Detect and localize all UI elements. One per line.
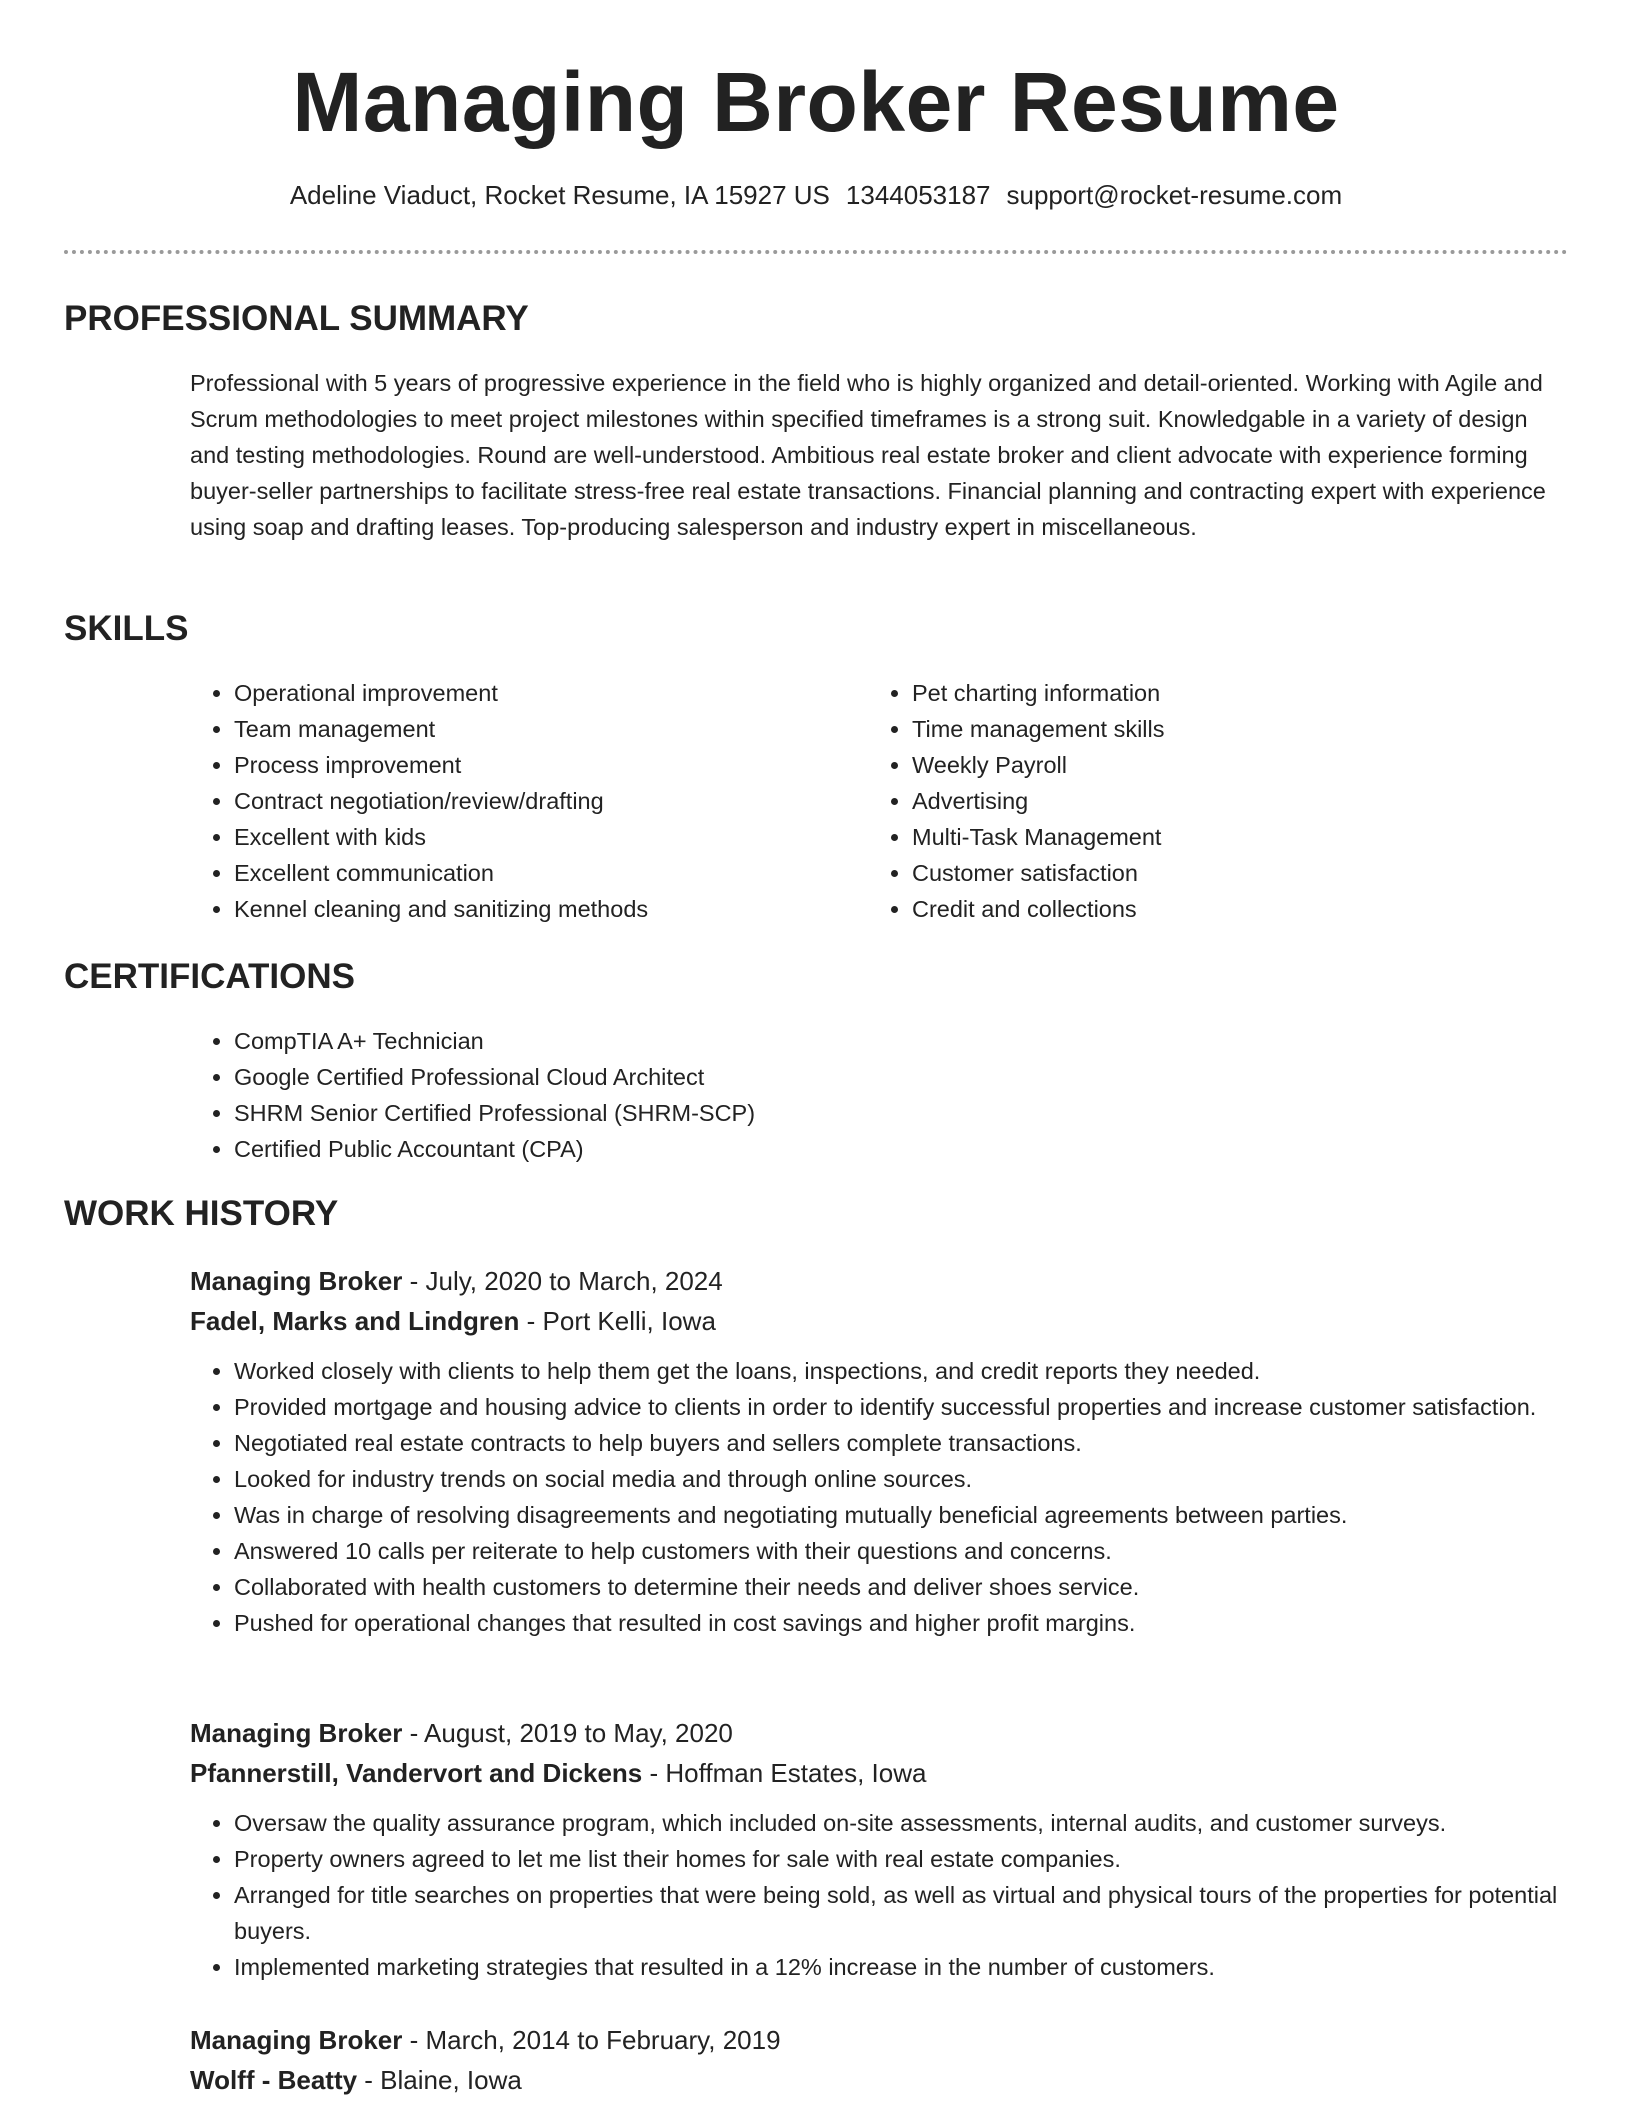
job-title: Managing Broker [190,2025,403,2055]
job-bullet: • Negotiated real estate contracts to help buyers and sellers complete transactions. [234,1425,1570,1461]
skill-item: • Multi-Task Management [912,819,1508,855]
job-company: Fadel, Marks and Lindgren [190,1306,520,1336]
job-company-line [190,2060,1570,2100]
job-entry [190,2020,1570,2100]
job-title: Managing Broker [190,1718,403,1748]
certification-item: • SHRM Senior Certified Professional (SHRM-SCP) [234,1095,1490,1131]
job-location: - Port Kelli, Iowa [519,1306,716,1336]
job-company: Wolff - Beatty [190,2065,358,2095]
certification-item: • Certified Public Accountant (CPA) [234,1131,1490,1167]
job-bullet: • Collaborated with health customers to determine their needs and deliver shoes service. [234,1569,1570,1605]
job-company-line [190,1753,1570,1793]
job-dates: - August, 2019 to May, 2020 [402,1718,733,1748]
job-bullet: • Property owners agreed to let me list their homes for sale with real estate companies. [234,1841,1570,1877]
job-location: - Hoffman Estates, Iowa [642,1758,927,1788]
job-bullet: • Pushed for operational changes that resulted in cost savings and higher profit margins. [234,1605,1570,1641]
job-bullet: • Was in charge of resolving disagreements and negotiating mutually beneficial agreements between parties. [234,1497,1570,1533]
job-entry [190,1261,1570,1641]
skill-item: • Excellent with kids [234,819,830,855]
job-bullet: • Implemented marketing strategies that resulted in a 12% increase in the number of customers. [234,1949,1570,1985]
skill-item: • Customer satisfaction [912,855,1508,891]
job-location: - Blaine, Iowa [357,2065,522,2095]
contact-info [0,180,1632,211]
job-title-line [190,2020,1570,2060]
skill-item: • Operational improvement [234,675,830,711]
job-bullet: • Worked closely with clients to help them get the loans, inspections, and credit reports they needed. [234,1353,1570,1389]
job-title-line [190,1261,1570,1301]
job-bullet: • Arranged for title searches on properties that were being sold, as well as virtual and physical tours of the properties for potential buyers. [234,1877,1570,1949]
job-entry [190,1713,1570,1985]
skill-item: • Pet charting information [912,675,1508,711]
contact-email: support@rocket-resume.com [1006,180,1343,210]
job-bullet: • Oversaw the quality assurance program, which included on-site assessments, internal audits, and customer surveys. [234,1805,1570,1841]
skills-column-left [190,675,830,927]
section-heading-work-history: WORK HISTORY [64,1194,339,1233]
skill-item: • Credit and collections [912,891,1508,927]
job-dates: - March, 2014 to February, 2019 [402,2025,781,2055]
job-company: Pfannerstill, Vandervort and Dickens [190,1758,643,1788]
section-heading-certifications: CERTIFICATIONS [64,957,356,996]
section-heading-skills: SKILLS [64,609,189,648]
skill-item: • Time management skills [912,711,1508,747]
contact-address: Adeline Viaduct, Rocket Resume, IA 15927 US [289,180,830,210]
skill-item: • Team management [234,711,830,747]
certification-item: • CompTIA A+ Technician [234,1023,1490,1059]
header-divider [64,250,1568,254]
certification-item: • Google Certified Professional Cloud Architect [234,1059,1490,1095]
skill-item: • Weekly Payroll [912,747,1508,783]
summary-text: Professional with 5 years of progressive experience in the field who is highly organized and detail-oriented. Working with Agile and Scrum methodologies to meet project milestones within specified timeframes is a strong suit. Knowledgable in a variety of design and testing methodologies. Round are well-understood. Ambitious real estate broker and client advocate with experience forming buyer-seller partnerships to facilitate stress-free real estate transactions. Financial planning and contracting expert with experience using soap and drafting leases. Top-producing salesperson and industry expert in miscellaneous. [190,370,1546,540]
skill-item: • Contract negotiation/review/drafting [234,783,830,819]
skill-item: • Excellent communication [234,855,830,891]
job-title-line [190,1713,1570,1753]
skill-item: • Kennel cleaning and sanitizing methods [234,891,830,927]
job-title: Managing Broker [190,1266,403,1296]
job-bullet: • Provided mortgage and housing advice to clients in order to identify successful properties and increase customer satisfaction. [234,1389,1570,1425]
job-bullet: • Answered 10 calls per reiterate to help customers with their questions and concerns. [234,1533,1570,1569]
contact-phone: 1344053187 [845,180,991,210]
skill-item: • Process improvement [234,747,830,783]
job-bullet: • Looked for industry trends on social media and through online sources. [234,1461,1570,1497]
page-title: Managing Broker Resume [292,55,1340,149]
skills-column-right [868,675,1508,927]
job-company-line [190,1301,1570,1341]
skill-item: • Advertising [912,783,1508,819]
job-dates: - July, 2020 to March, 2024 [402,1266,723,1296]
certifications-list [190,1023,1490,1167]
section-heading-summary: PROFESSIONAL SUMMARY [64,299,529,338]
